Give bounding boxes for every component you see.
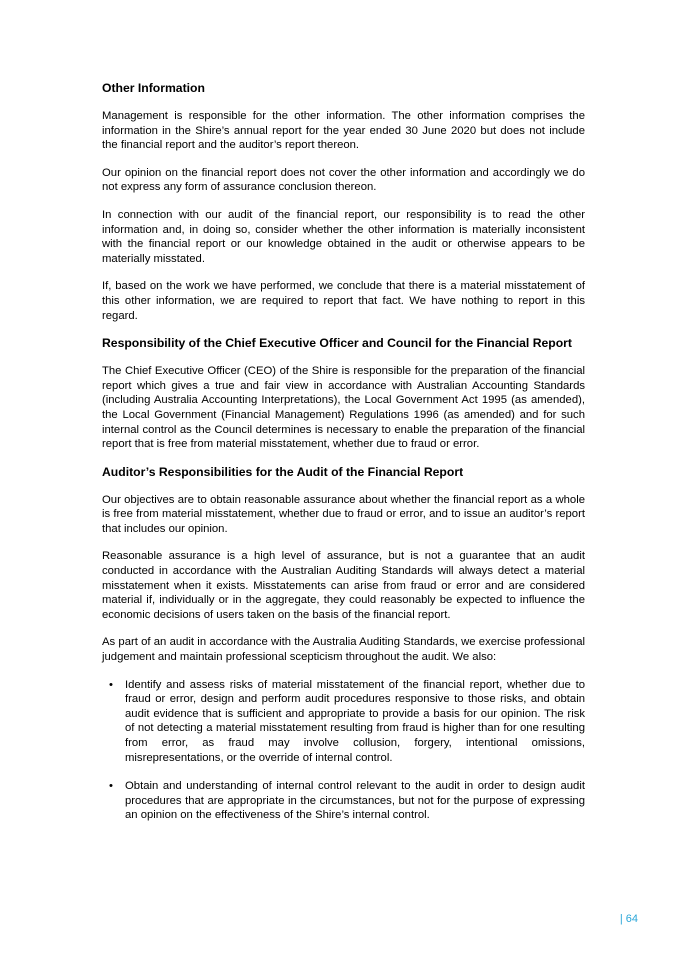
section-ceo-council-responsibility (102, 336, 585, 452)
section-heading: Auditor’s Responsibilities for the Audit of the Financial Report (102, 464, 464, 479)
paragraph: Management is responsible for the other information. The other information comprises the information in the Shire’s annual report for the year ended 30 June 2020 but does not include the financial report and the auditor’s report thereon. (102, 110, 585, 152)
bullet-icon: • (109, 678, 113, 691)
paragraph: Our objectives are to obtain reasonable assurance about whether the financial report as a whole is free from material misstatement, whether due to fraud or error, and to issue an auditor’s report that includes our opinion. (102, 493, 585, 535)
paragraph: In connection with our audit of the financial report, our responsibility is to read the other information and, in doing so, consider whether the other information is materially inconsistent with the financial report or our knowledge obtained in the audit or otherwise appears to be materially misstated. (102, 208, 585, 265)
bullet-item (102, 678, 585, 766)
bullet-item (102, 779, 585, 823)
paragraph: Our opinion on the financial report does not cover the other information and accordingly we do not express any form of assurance conclusion thereon. (102, 166, 585, 194)
bullet-list (102, 678, 585, 823)
section-heading: Other Information (102, 81, 205, 95)
bullet-text: Obtain and understanding of internal control relevant to the audit in order to design audit procedures that are appropriate in the circumstances, but not for the purpose of expressing an opinion on the effectiveness of the Shire’s internal control. (125, 780, 585, 822)
section-other-information (102, 81, 585, 323)
section-auditor-responsibilities (102, 465, 585, 823)
document-page (102, 81, 585, 837)
paragraph: As part of an audit in accordance with the Australia Auditing Standards, we exercise professional judgement and maintain professional scepticism throughout the audit. We also: (102, 636, 585, 664)
paragraph: Reasonable assurance is a high level of assurance, but is not a guarantee that an audit conducted in accordance with the Australian Auditing Standards will always detect a material misstatement when it exists. Misstatements can arise from fraud or error and are considered material if, individually or in the aggregate, they could reasonably be expected to influence the economic decisions of users taken on the basis of the financial report. (102, 550, 585, 621)
bullet-icon: • (109, 780, 113, 793)
page-number: | 64 (619, 913, 638, 925)
bullet-text: Identify and assess risks of material misstatement of the financial report, whether due to fraud or error, design and perform audit procedures responsive to those risks, and obtain audit evidence that is sufficient and appropriate to provide a basis for our opinion. The risk of not detecting a material misstatement resulting from fraud is higher than for one resulting from error, as fraud may involve collusion, forgery, intentional omissions, misrepresentations, or the override of internal control. (125, 678, 585, 764)
section-heading: Responsibility of the Chief Executive Officer and Council for the Financial Report (102, 336, 572, 351)
paragraph: The Chief Executive Officer (CEO) of the Shire is responsible for the preparation of the financial report which gives a true and fair view in accordance with Australian Accounting Standards (including Australia Accounting Interpretations), the Local Government Act 1995 (as amended), the Local Government (Financial Management) Regulations 1996 (as amended) and for such internal control as the Council determines is necessary to enable the preparation of the financial report that is free from material misstatement, whether due to fraud or error. (102, 365, 585, 451)
paragraph: If, based on the work we have performed, we conclude that there is a material misstatement of this other information, we are required to report that fact. We have nothing to report in this regard. (102, 280, 585, 322)
